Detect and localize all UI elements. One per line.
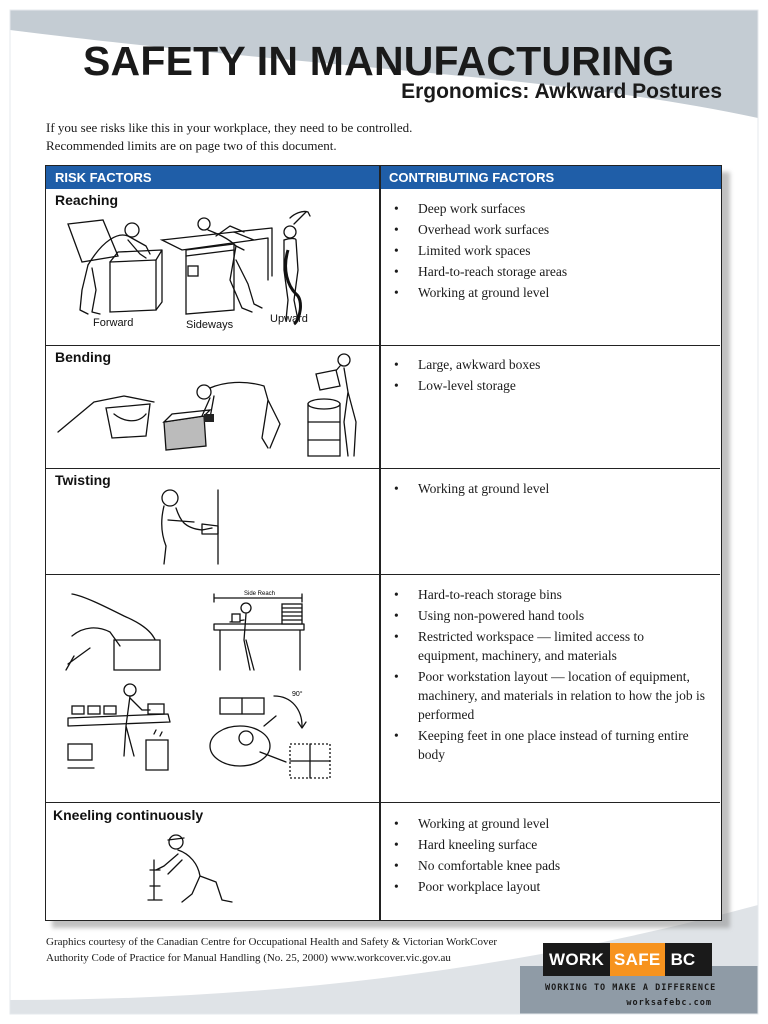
bending-box-figure <box>58 396 154 438</box>
logo-tagline: WORKING TO MAKE A DIFFERENCE <box>545 983 717 993</box>
reaching-forward-figure <box>68 220 162 314</box>
credit-line-1: Graphics courtesy of the Canadian Centre for Occupational Health and Safety & Victorian WorkCover <box>46 936 498 948</box>
workstation-illustrations <box>64 586 364 798</box>
side-reach-figure <box>214 591 304 670</box>
col-header-risk-factors: RISK FACTORS <box>46 166 379 189</box>
intro-line-1: If you see risks like this in your workplace, they need to be controlled. <box>46 120 413 135</box>
worksafebc-logo <box>543 943 712 976</box>
page-subtitle: Ergonomics: Awkward Postures <box>401 80 722 103</box>
list-item: • Limited work spaces <box>391 241 706 260</box>
bending-drum-figure <box>308 354 356 456</box>
twisting-illustration <box>154 486 224 568</box>
row-label-reaching: Reaching <box>55 192 119 208</box>
website-link[interactable]: worksafebc.com <box>626 998 712 1008</box>
bending-lift-figure <box>164 382 280 450</box>
col-header-contributing-factors: CONTRIBUTING FACTORS <box>380 166 721 189</box>
twisting-factors-list <box>391 479 706 500</box>
list-item: • Hard-to-reach storage areas <box>391 262 706 281</box>
list-item: • Overhead work surfaces <box>391 220 706 239</box>
logo-bc-text: BC <box>665 943 712 976</box>
row-divider <box>46 345 720 346</box>
bending-illustrations <box>54 352 374 464</box>
conveyor-figure <box>68 684 170 770</box>
list-item: • Deep work surfaces <box>391 199 706 218</box>
list-item: • Poor workstation layout — location of equipment, machinery, and materials in relation to how the job is performed <box>391 667 706 724</box>
row-divider <box>46 802 720 803</box>
bin-reach-figure <box>66 594 160 670</box>
caption-upward: Upward <box>270 313 308 325</box>
bending-factors-list <box>391 355 706 397</box>
caption-forward: Forward <box>93 317 134 329</box>
reaching-sideways-figure <box>162 218 272 314</box>
list-item: • Hard-to-reach storage bins <box>391 585 706 604</box>
list-item: • Poor workplace layout <box>391 877 706 896</box>
list-item: • Restricted workspace — limited access to equipment, machinery, and materials <box>391 627 706 665</box>
row-label-kneeling: Kneeling continuously <box>53 807 204 823</box>
risk-table <box>45 165 722 921</box>
row-divider <box>46 468 720 469</box>
row-label-twisting: Twisting <box>55 472 111 488</box>
workstation-factors-list <box>391 585 706 766</box>
list-item: • Working at ground level <box>391 283 706 302</box>
reaching-upward-figure <box>284 211 310 324</box>
list-item: • Keeping feet in one place instead of turning entire body <box>391 726 706 764</box>
caption-sideways: Sideways <box>186 319 234 331</box>
list-item: • No comfortable knee pads <box>391 856 706 875</box>
logo-safe-text: SAFE <box>610 943 665 976</box>
kneeling-factors-list <box>391 814 706 898</box>
reaching-factors-list <box>391 199 706 304</box>
row-divider <box>46 574 720 575</box>
rotation-figure <box>210 690 330 778</box>
intro-line-2: Recommended limits are on page two of this document. <box>46 138 337 153</box>
logo-work-text: WORK <box>543 943 610 976</box>
angle-label: 90° <box>292 691 303 698</box>
graphics-credit <box>46 934 497 966</box>
row-label-bending: Bending <box>55 349 111 365</box>
intro-text <box>46 119 412 155</box>
list-item: • Hard kneeling surface <box>391 835 706 854</box>
page-title: SAFETY IN MANUFACTURING <box>83 38 675 84</box>
credit-line-2: Authority Code of Practice for Manual Handling (No. 25, 2000) www.workcover.vic.gov.au <box>46 952 451 964</box>
list-item: • Using non-powered hand tools <box>391 606 706 625</box>
side-reach-label: Side Reach <box>244 591 276 597</box>
list-item: • Large, awkward boxes <box>391 355 706 374</box>
list-item: • Low-level storage <box>391 376 706 395</box>
kneeling-illustration <box>146 830 236 910</box>
list-item: • Working at ground level <box>391 479 706 498</box>
column-divider <box>379 166 381 920</box>
list-item: • Working at ground level <box>391 814 706 833</box>
